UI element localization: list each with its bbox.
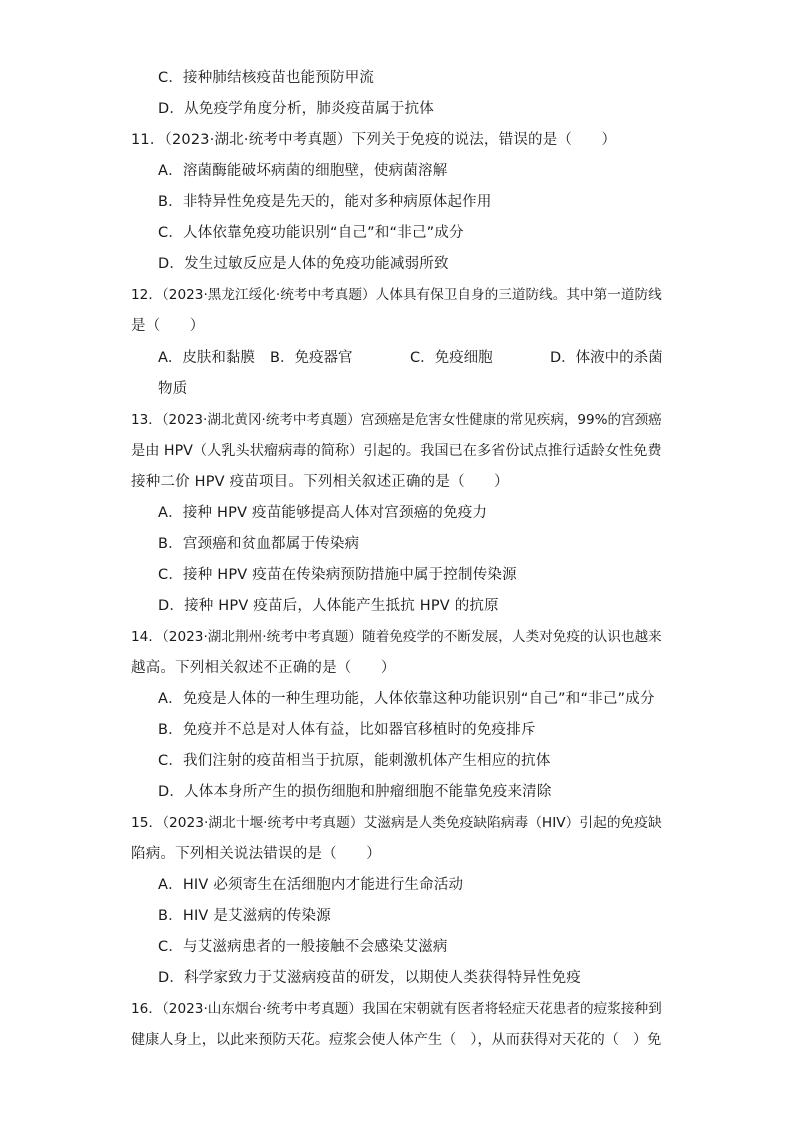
q16-stem: 16．（2023·山东烟台·统考中考真题）我国在宋朝就有医者将轻症天花患者的痘浆接种到 [131, 1001, 662, 1017]
q16-stem-cont: 健康人身上，以此来预防天花。痘浆会使人体产生（ ），从而获得对天花的（ ）免 [131, 1032, 662, 1048]
q14-stem-cont: 越高。下列相关叙述不正确的是（ ） [131, 660, 396, 676]
q13-stem: 13．（2023·湖北黄冈·统考中考真题）宫颈癌是危害女性健康的常见疾病，99%的宫颈癌 [131, 412, 662, 428]
q12-option-a: A．皮肤和黏膜 [158, 350, 255, 366]
q14-option-a: A．免疫是人体的一种生理功能，人体依靠这种功能识别“自己”和“非己”成分 [158, 691, 655, 707]
q12-stem: 12．（2023·黑龙江绥化·统考中考真题）人体具有保卫自身的三道防线。其中第一道防线 [131, 287, 662, 303]
q12-option-d: D．体液中的杀菌 [550, 350, 663, 366]
q11-option-b: B．非特异性免疫是先天的，能对多种病原体起作用 [158, 194, 492, 210]
q15-stem: 15．（2023·湖北十堰·统考中考真题）艾滋病是人类免疫缺陷病毒（HIV）引起的免疫缺 [131, 815, 662, 831]
q11-option-c: C．人体依靠免疫功能识别“自己”和“非己”成分 [158, 225, 464, 241]
q12-stem-cont: 是（ ） [131, 318, 205, 334]
q10-option-c: C．接种肺结核疫苗也能预防甲流 [158, 70, 375, 86]
q15-stem-cont: 陷病。下列相关说法错误的是（ ） [131, 846, 381, 862]
q15-option-a: A．HIV 必须寄生在活细胞内才能进行生命活动 [158, 877, 464, 893]
q14-option-d: D．人体本身所产生的损伤细胞和肿瘤细胞不能靠免疫来清除 [158, 784, 552, 800]
q11-option-d: D．发生过敏反应是人体的免疫功能减弱所致 [158, 256, 449, 272]
q13-stem-cont-1: 是由 HPV（人乳头状瘤病毒的简称）引起的。我国已在多省份试点推行适龄女性免费 [131, 443, 662, 459]
q14-stem: 14．（2023·湖北荆州·统考中考真题）随着免疫学的不断发展，人类对免疫的认识也越来 [131, 629, 662, 645]
q14-option-b: B．免疫并不总是对人体有益，比如器官移植时的免疫排斥 [158, 722, 536, 738]
q13-option-d: D．接种 HPV 疫苗后，人体能产生抵抗 HPV 的抗原 [158, 598, 499, 614]
q14-option-c: C．我们注射的疫苗相当于抗原，能刺激机体产生相应的抗体 [158, 753, 551, 769]
q12-option-d-cont: 物质 [158, 381, 188, 397]
q15-option-b: B．HIV 是艾滋病的传染源 [158, 908, 331, 924]
q12-options-row [158, 348, 668, 368]
q12-option-b: B．免疫器官 [270, 350, 353, 366]
q13-stem-cont-2: 接种二价 HPV 疫苗项目。下列相关叙述正确的是（ ） [131, 474, 509, 490]
q13-option-c: C．接种 HPV 疫苗在传染病预防措施中属于控制传染源 [158, 567, 517, 583]
q15-option-c: C．与艾滋病患者的一般接触不会感染艾滋病 [158, 939, 448, 955]
q13-option-a: A．接种 HPV 疫苗能够提高人体对宫颈癌的免疫力 [158, 505, 488, 521]
q15-option-d: D．科学家致力于艾滋病疫苗的研发，以期使人类获得特异性免疫 [158, 970, 581, 986]
q11-option-a: A．溶菌酶能破坏病菌的细胞壁，使病菌溶解 [158, 163, 448, 179]
q13-option-b: B．宫颈癌和贫血都属于传染病 [158, 536, 360, 552]
q12-option-c: C．免疫细胞 [410, 350, 493, 366]
q11-stem: 11．（2023·湖北·统考中考真题）下列关于免疫的说法，错误的是（ ） [131, 132, 617, 148]
q10-option-d: D．从免疫学角度分析，肺炎疫苗属于抗体 [158, 101, 434, 117]
